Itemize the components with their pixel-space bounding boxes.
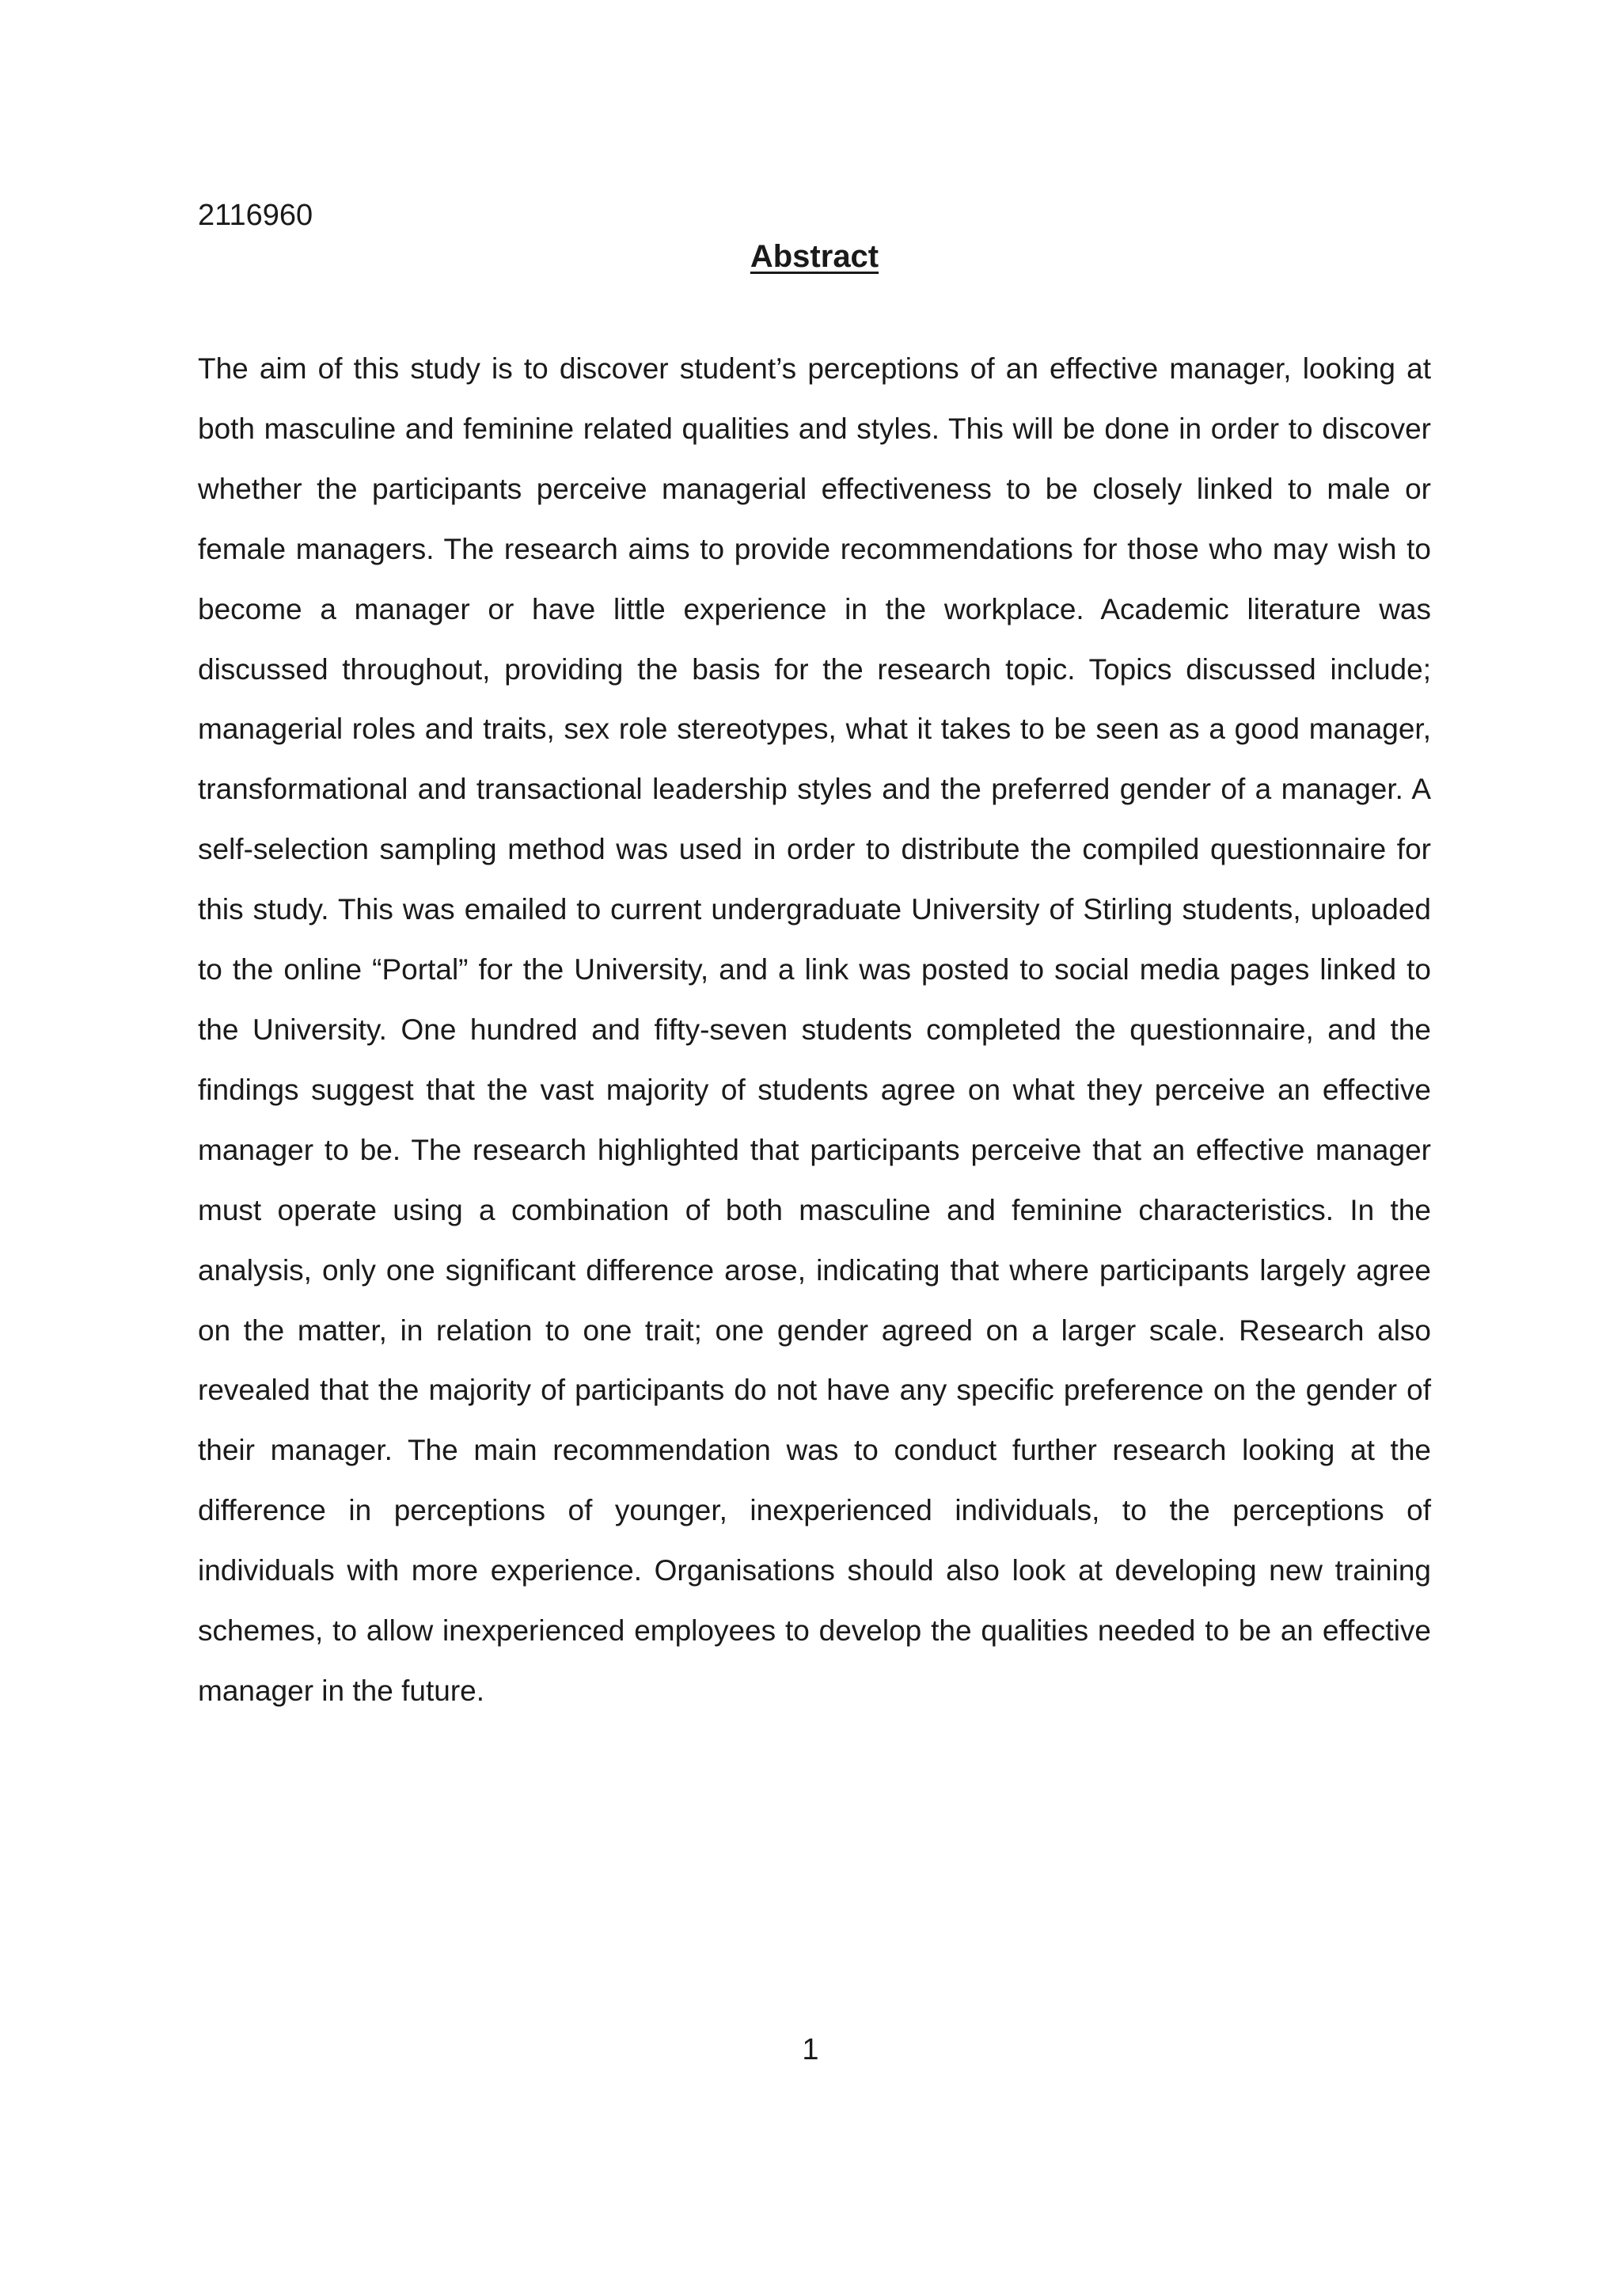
student-id: 2116960 bbox=[198, 199, 313, 232]
page-number: 1 bbox=[802, 2033, 819, 2066]
abstract-heading-text: Abstract bbox=[750, 239, 879, 274]
abstract-heading bbox=[198, 235, 1431, 278]
abstract-paragraph: The aim of this study is to discover student’s perceptions of an effective manager, looking at both masculine and feminine related qualities and styles. This will be done in order to discover whether the participants perceive managerial effectiveness to be closely linked to male or female managers. The research aims to provide recommendations for those who may wish to become a manager or have little experience in the workplace. Academic literature was discussed throughout, providing the basis for the research topic. Topics discussed include; managerial roles and traits, sex role stereotypes, what it takes to be seen as a good manager, transformational and transactional leadership styles and the preferred gender of a manager. A self-selection sampling method was used in order to distribute the compiled questionnaire for this study. This was emailed to current undergraduate University of Stirling students, uploaded to the online “Portal” for the University, and a link was posted to social media pages linked to the University. One hundred and fifty-seven students completed the questionnaire, and the findings suggest that the vast majority of students agree on what they perceive an effective manager to be. The research highlighted that participants perceive that an effective manager must operate using a combination of both masculine and feminine characteristics. In the analysis, only one significant difference arose, indicating that where participants largely agree on the matter, in relation to one trait; one gender agreed on a larger scale. Research also revealed that the majority of participants do not have any specific preference on the gender of their manager. The main recommendation was to conduct further research looking at the difference in perceptions of younger, inexperienced individuals, to the perceptions of individuals with more experience. Organisations should also look at developing new training schemes, to allow inexperienced employees to develop the qualities needed to be an effective manager in the future. bbox=[198, 352, 1431, 1707]
